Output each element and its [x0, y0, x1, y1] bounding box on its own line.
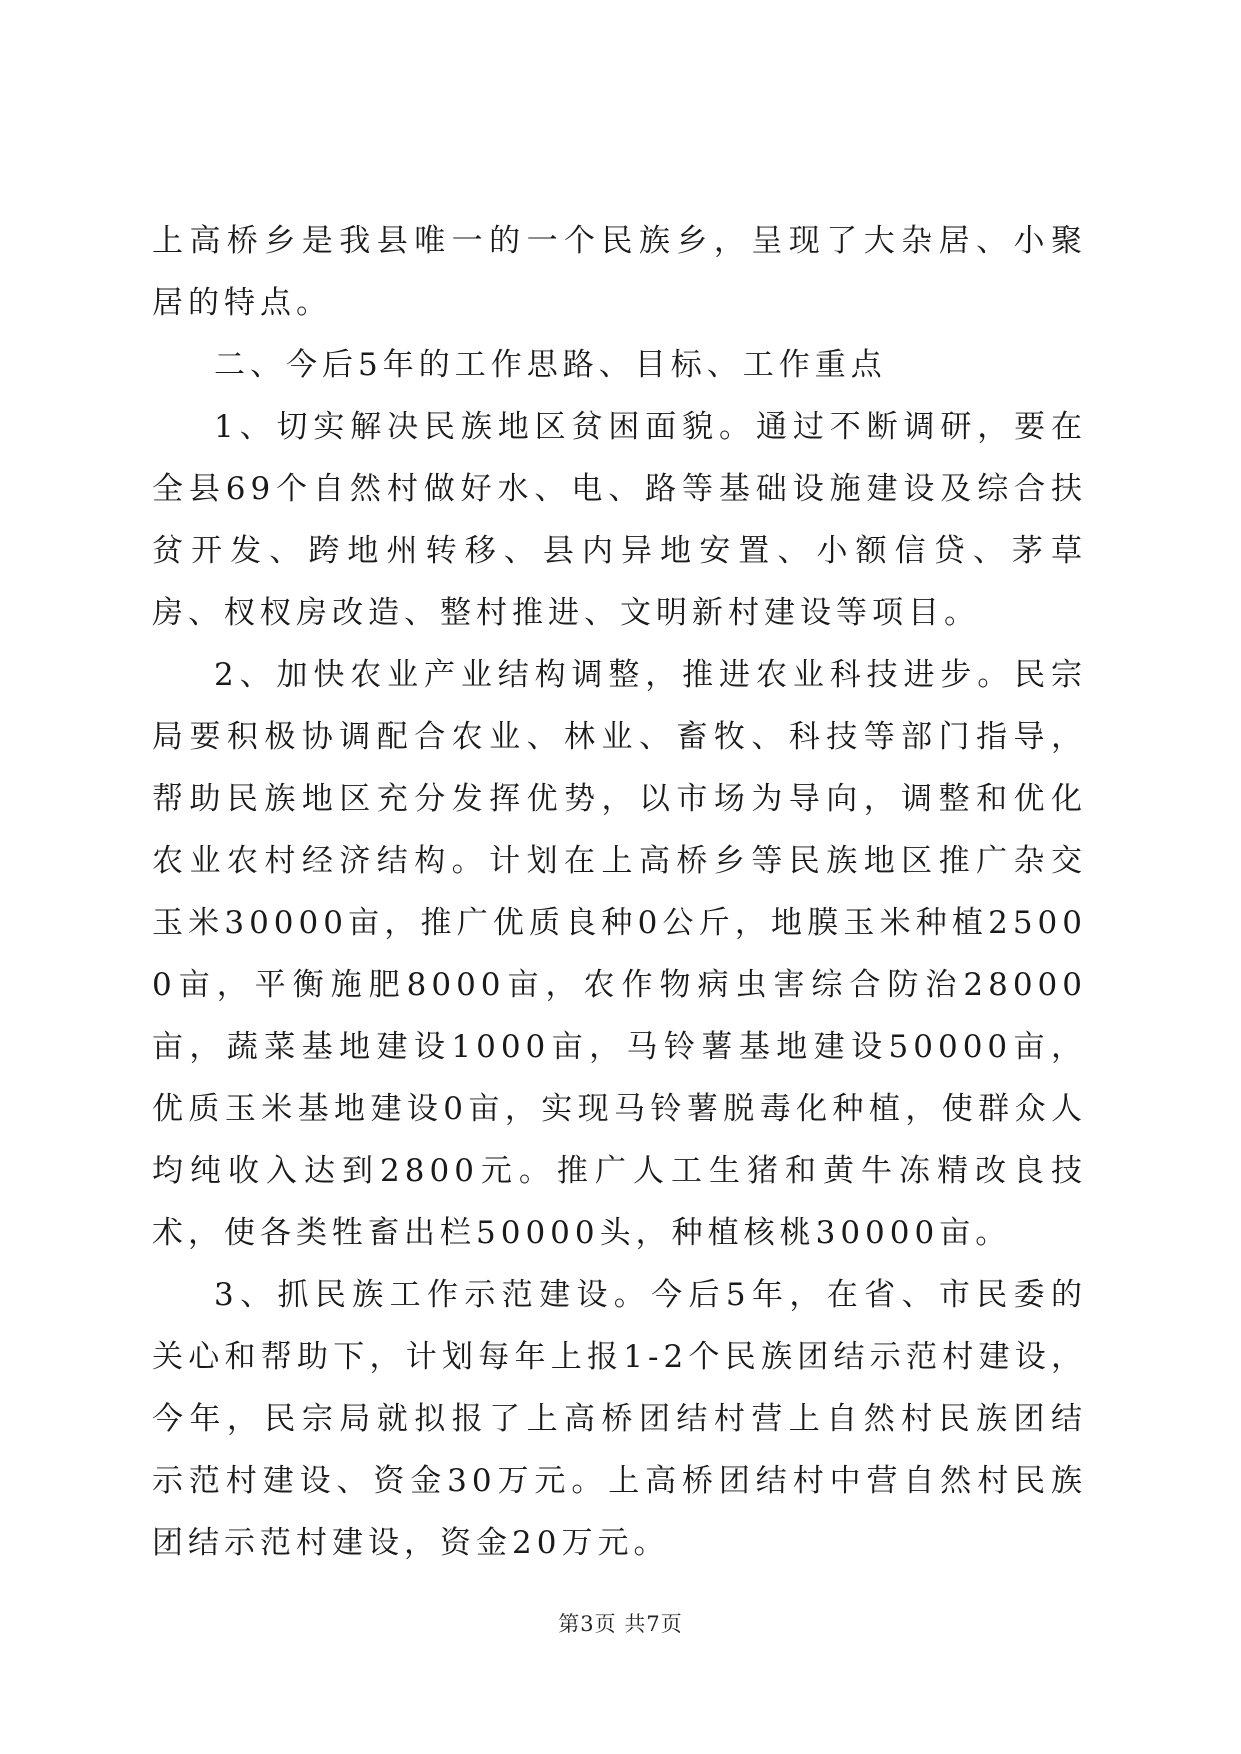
paragraph-item-1: 1、切实解决民族地区贫困面貌。通过不断调研，要在全县69个自然村做好水、电、路等基础设施建设及综合扶贫开发、跨地州转移、县内异地安置、小额信贷、茅草房、杈杈房改造、整村推进、文明新村建设等项目。 — [152, 409, 1087, 631]
document-body — [152, 210, 1087, 1574]
paragraph-intro: 上高桥乡是我县唯一的一个民族乡，呈现了大杂居、小聚居的特点。 — [152, 223, 1087, 321]
paragraph-item-3: 3、抓民族工作示范建设。今后5年，在省、市民委的关心和帮助下，计划每年上报1-2个民族团结示范村建设，今年，民宗局就拟报了上高桥团结村营上自然村民族团结示范村建设、资金30万元。上高桥团结村中营自然村民族团结示范村建设，资金20万元。 — [152, 1277, 1087, 1561]
page-number-footer: 第3页 共7页 — [558, 1612, 683, 1636]
paragraph-item-2: 2、加快农业产业结构调整，推进农业科技进步。民宗局要积极协调配合农业、林业、畜牧、科技等部门指导，帮助民族地区充分发挥优势，以市场为导向，调整和优化农业农村经济结构。计划在上高桥乡等民族地区推广杂交玉米30000亩，推广优质良种0公斤，地膜玉米种植25000亩，平衡施肥8000亩，农作物病虫害综合防治28000亩，蔬菜基地建设1000亩，马铃薯基地建设50000亩，优质玉米基地建设0亩，实现马铃薯脱毒化种植，使群众人均纯收入达到2800元。推广人工生猪和黄牛冻精改良技术，使各类牲畜出栏50000头，种植核桃30000亩。 — [152, 657, 1087, 1251]
section-heading: 二、今后5年的工作思路、目标、工作重点 — [214, 347, 887, 383]
